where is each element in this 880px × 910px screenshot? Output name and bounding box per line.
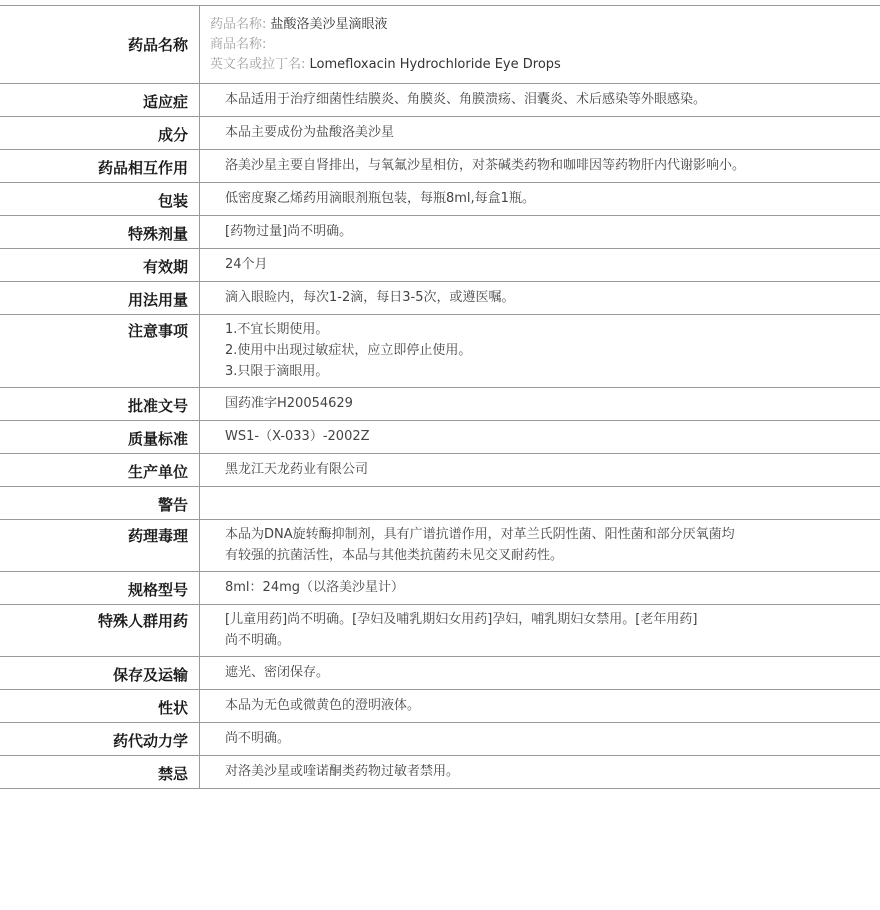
value-line: 24个月 bbox=[225, 257, 268, 272]
row-label: 规格型号 bbox=[0, 572, 200, 604]
table-row-pharmacology bbox=[0, 520, 880, 572]
table-row-shelf-life bbox=[0, 249, 880, 282]
generic-name-key: 药品名称: bbox=[210, 17, 267, 32]
table-row-storage bbox=[0, 657, 880, 690]
row-label: 特殊人群用药 bbox=[0, 605, 200, 656]
value-line: 本品主要成份为盐酸洛美沙星 bbox=[225, 125, 395, 140]
value-line: 有较强的抗菌活性，本品与其他类抗菌药未见交叉耐药性。 bbox=[225, 548, 564, 563]
generic-name-value: 盐酸洛美沙星滴眼液 bbox=[270, 17, 388, 32]
row-value bbox=[200, 454, 880, 486]
row-label: 特殊剂量 bbox=[0, 216, 200, 248]
value-line: 3.只限于滴眼用。 bbox=[225, 364, 329, 379]
english-name-value: Lomefloxacin Hydrochloride Eye Drops bbox=[309, 57, 561, 72]
value-line: [药物过量]尚不明确。 bbox=[225, 224, 353, 239]
row-value bbox=[200, 572, 880, 604]
row-label: 药品名称 bbox=[0, 6, 200, 83]
row-label: 用法用量 bbox=[0, 282, 200, 314]
trade-name-key: 商品名称: bbox=[210, 37, 267, 52]
value-line: 尚不明确。 bbox=[225, 731, 291, 746]
row-label: 警告 bbox=[0, 487, 200, 519]
value-line: WS1-（X-033）-2002Z bbox=[225, 429, 370, 444]
value-line: [儿童用药]尚不明确。[孕妇及哺乳期妇女用药]孕妇，哺乳期妇女禁用。[老年用药] bbox=[225, 612, 698, 627]
row-label: 质量标准 bbox=[0, 421, 200, 453]
row-value bbox=[200, 520, 880, 571]
row-label: 性状 bbox=[0, 690, 200, 722]
table-row-precautions bbox=[0, 315, 880, 388]
row-label: 有效期 bbox=[0, 249, 200, 281]
value-line: 对洛美沙星或喹诺酮类药物过敏者禁用。 bbox=[225, 764, 460, 779]
table-row-drug-name bbox=[0, 6, 880, 84]
row-label: 成分 bbox=[0, 117, 200, 149]
row-value bbox=[200, 690, 880, 722]
row-value bbox=[200, 487, 880, 519]
row-value bbox=[200, 216, 880, 248]
value-line: 8ml：24mg（以洛美沙星计） bbox=[225, 580, 405, 595]
value-line: 2.使用中出现过敏症状，应立即停止使用。 bbox=[225, 343, 472, 358]
table-row-special-populations bbox=[0, 605, 880, 657]
table-row-quality-standard bbox=[0, 421, 880, 454]
row-label: 生产单位 bbox=[0, 454, 200, 486]
table-row-warning bbox=[0, 487, 880, 520]
value-line: 尚不明确。 bbox=[225, 633, 291, 648]
row-value bbox=[200, 183, 880, 215]
value-line: 遮光、密闭保存。 bbox=[225, 665, 330, 680]
row-label: 药代动力学 bbox=[0, 723, 200, 755]
table-row-appearance bbox=[0, 690, 880, 723]
table-row-pharmacokinetics bbox=[0, 723, 880, 756]
row-value bbox=[200, 388, 880, 420]
row-value bbox=[200, 84, 880, 116]
row-label: 注意事项 bbox=[0, 315, 200, 387]
row-label: 批准文号 bbox=[0, 388, 200, 420]
row-value bbox=[200, 605, 880, 656]
english-name-key: 英文名或拉丁名: bbox=[210, 57, 306, 72]
generic-name-line bbox=[210, 15, 860, 35]
english-name-line bbox=[210, 55, 860, 75]
drug-spec-table bbox=[0, 5, 880, 789]
row-value bbox=[200, 6, 880, 83]
row-label: 保存及运输 bbox=[0, 657, 200, 689]
value-line: 滴入眼睑内，每次1-2滴，每日3-5次，或遵医嘱。 bbox=[225, 290, 515, 305]
row-label: 药品相互作用 bbox=[0, 150, 200, 182]
table-row-packaging bbox=[0, 183, 880, 216]
trade-name-line bbox=[210, 35, 860, 55]
table-row-specification bbox=[0, 572, 880, 605]
row-label: 药理毒理 bbox=[0, 520, 200, 571]
table-row-manufacturer bbox=[0, 454, 880, 487]
value-line: 本品为DNA旋转酶抑制剂，具有广谱抗谱作用，对革兰氏阴性菌、阳性菌和部分厌氧菌均 bbox=[225, 527, 735, 542]
value-line: 1.不宜长期使用。 bbox=[225, 322, 329, 337]
row-value bbox=[200, 315, 880, 387]
row-label: 包装 bbox=[0, 183, 200, 215]
value-line: 洛美沙星主要自肾排出，与氧氟沙星相仿，对茶碱类药物和咖啡因等药物肝内代谢影响小。 bbox=[225, 158, 746, 173]
table-row-contraindications bbox=[0, 756, 880, 789]
row-value bbox=[200, 282, 880, 314]
row-value bbox=[200, 421, 880, 453]
table-row-approval-number bbox=[0, 388, 880, 421]
value-line: 本品为无色或微黄色的澄明液体。 bbox=[225, 698, 421, 713]
row-value bbox=[200, 723, 880, 755]
row-value bbox=[200, 249, 880, 281]
value-line: 国药准字H20054629 bbox=[225, 396, 353, 411]
row-label: 适应症 bbox=[0, 84, 200, 116]
value-line: 低密度聚乙烯药用滴眼剂瓶包装，每瓶8ml,每盒1瓶。 bbox=[225, 191, 535, 206]
value-line: 本品适用于治疗细菌性结膜炎、角膜炎、角膜溃疡、泪囊炎、术后感染等外眼感染。 bbox=[225, 92, 707, 107]
row-value bbox=[200, 117, 880, 149]
table-row-special-dosage bbox=[0, 216, 880, 249]
table-row-indications bbox=[0, 84, 880, 117]
table-row-usage bbox=[0, 282, 880, 315]
row-value bbox=[200, 756, 880, 788]
table-row-interactions bbox=[0, 150, 880, 183]
row-value bbox=[200, 657, 880, 689]
value-line: 黑龙江天龙药业有限公司 bbox=[225, 462, 369, 477]
table-row-ingredients bbox=[0, 117, 880, 150]
row-label: 禁忌 bbox=[0, 756, 200, 788]
row-value bbox=[200, 150, 880, 182]
